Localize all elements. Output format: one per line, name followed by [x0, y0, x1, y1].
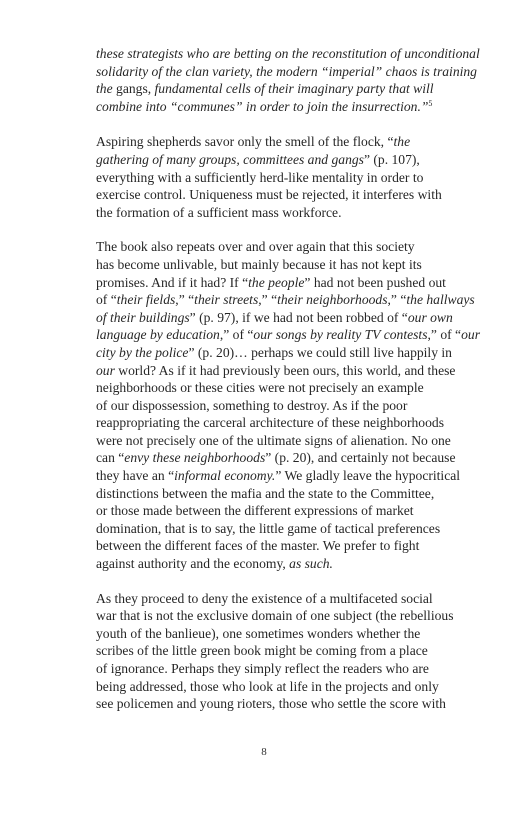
italic-text-run: language by education: [96, 327, 220, 343]
text-line: [96, 63, 482, 81]
italic-text-run: gathering of many groups, committees and gangs: [96, 151, 364, 167]
italic-text-run: the people: [248, 274, 305, 290]
italic-text-run: fundamental cells of their imaginary party that will: [154, 81, 434, 97]
text-run: ” We gladly leave the hypocritical: [275, 468, 461, 484]
italic-text-run: city by the police: [96, 344, 189, 360]
text-run: promises. And if it had? If “: [96, 274, 249, 290]
italic-text-run: as such.: [289, 556, 333, 572]
text-line: [96, 625, 482, 643]
text-line: [96, 151, 482, 169]
text-line: [96, 256, 482, 274]
italic-text-run: informal economy.: [174, 468, 276, 484]
text-run: war that is not the exclusive domain of one subject (the rebellious: [96, 608, 454, 624]
italic-text-run: solidarity of the clan variety, the modern “imperial” chaos is training: [96, 63, 477, 79]
text-run: of ignorance. Perhaps they simply reflect the readers who are: [96, 661, 429, 676]
text-run: were not precisely one of the ultimate signs of alienation. No one: [96, 432, 451, 448]
text-run: Aspiring shepherds savor only the smell of the flock, “: [96, 134, 394, 150]
text-run: The book also repeats over and over again that this society: [96, 239, 415, 255]
text-run: can “: [96, 450, 125, 466]
text-line: [96, 309, 482, 327]
text-run: or those made between the different expressions of market: [96, 503, 414, 519]
text-line: [96, 449, 482, 467]
text-run: ,” “: [387, 292, 407, 308]
italic-text-run: the: [96, 81, 117, 97]
document-body: [96, 45, 482, 730]
paragraph: [96, 45, 482, 115]
page-number: 8: [261, 746, 267, 758]
italic-text-run: their fields: [116, 292, 176, 308]
text-line: [96, 607, 482, 625]
text-run: see policemen and young rioters, those who settle the score with: [96, 696, 446, 712]
text-run: reappropriating the carceral architecture of these neighborhoods: [96, 415, 444, 431]
text-line: [96, 555, 482, 573]
paragraph: [96, 133, 482, 221]
text-line: [96, 590, 482, 608]
text-line: [96, 238, 482, 256]
text-line: [96, 642, 482, 660]
text-line: [96, 520, 482, 538]
text-line: [96, 45, 482, 63]
text-line: [96, 204, 482, 222]
text-run: distinctions between the mafia and the state to the Committee,: [96, 485, 435, 501]
italic-text-run: our own: [407, 309, 453, 325]
text-line: [96, 485, 482, 503]
text-line: [96, 397, 482, 415]
text-run: ” had not been pushed out: [304, 274, 446, 290]
text-line: [96, 133, 482, 151]
paragraph: [96, 590, 482, 713]
text-line: [96, 432, 482, 450]
text-line: [96, 414, 482, 432]
text-line: [96, 467, 482, 485]
text-run: exercise control. Uniqueness must be rejected, it interferes with: [96, 187, 442, 203]
text-run: scribes of the little green book might be coming from a place: [96, 643, 428, 659]
italic-text-run: the: [393, 134, 411, 150]
text-line: [96, 326, 482, 344]
text-run: As they proceed to deny the existence of a multifaceted social: [96, 590, 433, 606]
text-run: youth of the banlieue), one sometimes wonders whether the: [96, 625, 421, 641]
text-line: [96, 502, 482, 520]
italic-text-run: their streets: [194, 292, 259, 308]
text-run: has become unlivable, but mainly because it has not kept its: [96, 256, 422, 272]
text-run: ,” “: [258, 292, 278, 308]
text-line: [96, 344, 482, 362]
text-line: [96, 537, 482, 555]
text-run: the formation of a sufficient mass workforce.: [96, 204, 342, 220]
italic-text-run: of their buildings: [96, 309, 190, 325]
text-run: between the different faces of the master. We prefer to fight: [96, 538, 420, 554]
text-run: world? As if it had previously been ours, this world, and these: [114, 362, 456, 378]
text-run: being addressed, those who look at life in the projects and only: [96, 678, 439, 694]
italic-text-run: their neighborhoods: [277, 292, 388, 308]
text-run: of our dispossession, something to destroy. As if the poor: [96, 397, 408, 413]
text-run: ” (p. 20)… perhaps we could still live happily in: [188, 344, 452, 360]
text-line: [96, 695, 482, 713]
italic-text-run: our: [96, 362, 115, 378]
text-line: [96, 660, 482, 678]
text-line: [96, 186, 482, 204]
text-line: [96, 379, 482, 397]
text-run: ” (p. 20), and certainly not because: [265, 450, 456, 466]
text-run: against authority and the economy,: [96, 556, 290, 572]
text-run: gangs,: [116, 81, 155, 97]
text-line: [96, 362, 482, 380]
text-run: domination, that is to say, the little game of tactical preferences: [96, 520, 441, 536]
text-run: ,” of “: [427, 327, 462, 343]
text-line: [96, 274, 482, 292]
footnote-marker: 5: [428, 98, 433, 108]
text-line: [96, 291, 482, 309]
text-line: [96, 80, 482, 98]
italic-text-run: our songs by reality TV contests: [253, 327, 428, 343]
text-run: they have an “: [96, 468, 175, 484]
text-line: [96, 98, 482, 116]
text-run: neighborhoods or these cities were not precisely an example: [96, 380, 424, 396]
text-run: everything with a sufficiently herd-like mentality in order to: [96, 169, 424, 185]
italic-text-run: our: [461, 327, 480, 343]
text-run: of “: [96, 292, 117, 308]
text-line: [96, 169, 482, 187]
text-run: ,” of “: [219, 327, 254, 343]
paragraph: [96, 238, 482, 572]
text-run: ” (p. 107),: [363, 151, 420, 167]
italic-text-run: envy these neighborhoods: [124, 450, 266, 466]
italic-text-run: combine into “communes” in order to join the insurrection.”: [96, 98, 429, 114]
text-line: [96, 678, 482, 696]
text-run: ” (p. 97), if we had not been robbed of “: [189, 309, 408, 325]
italic-text-run: these strategists who are betting on the reconstitution of unconditional: [96, 46, 480, 61]
italic-text-run: the hallways: [406, 292, 475, 308]
text-run: ,” “: [175, 292, 195, 308]
